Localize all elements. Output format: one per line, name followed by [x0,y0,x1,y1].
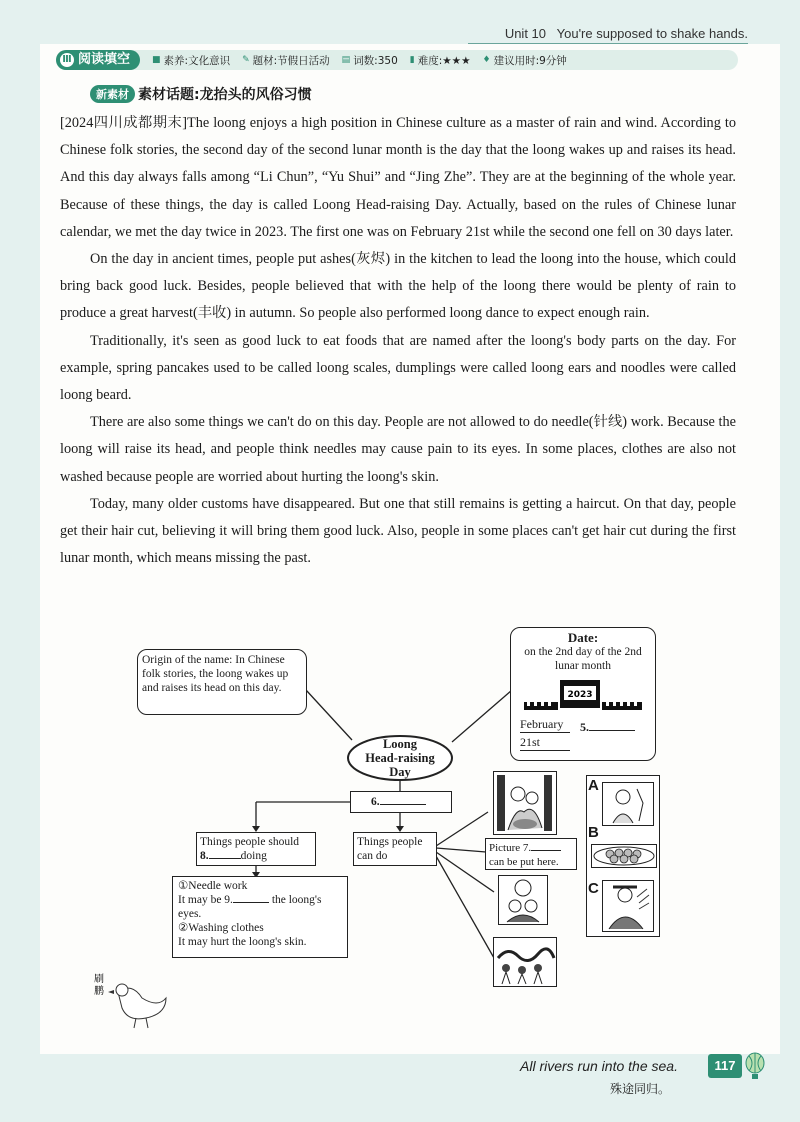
new-material-badge: 新素材 [90,85,135,103]
center-node: Loong Head-raising Day [365,737,435,779]
topic-title: 素材话题:龙抬头的风俗习惯 [138,87,312,103]
blank-5[interactable]: 5. [580,720,635,735]
date-title: Date: [567,630,599,645]
option-b-label: B [588,824,599,841]
things-can-box: Things people can do [353,832,437,866]
pages-icon: ▤ [341,55,351,65]
section-number-icon: Ⅲ [60,53,74,67]
pen-icon: ✎ [242,55,250,65]
option-a-label: A [588,777,599,794]
paragraph-5: Today, many older customs have disappeared. But one that still remains is getting a haircut. On that day, people get their hair cut, believing it will bring them good luck. Also, people in some places can't get hair cut during the first lunar month, which means missing the past. [60,495,736,567]
bars-icon: ▮ [409,55,415,65]
material-tag: ✎ 题材:节假日活动 [242,54,330,67]
option-b-picture [591,844,657,868]
picture-children [498,875,548,925]
dance-figure-icon [494,938,556,986]
paragraph-1: [2024四川成都期末]The loong enjoys a high position in Chinese culture as a master of rain and wind. According to Chinese folk stories, the second day of the second lunar month is the day that the loong wakes up and raises its head. And this day always falls among “Li Chun”, “Yu Shui” and “Jing Zhe”. They are at the beginning of the whole year. Because of these things, the day is called Loong Head-raising Day. Actually, based on the rules of Chinese lunar calendar, we met the day twice in 2023. The first one was on February 21st while the second one fell on 30 days later. [60,115,736,240]
picture-loong-people [493,771,557,835]
picture-loong-dance [493,937,557,987]
time-tag: ♦ 建议用时:9分钟 [482,54,567,67]
bell-icon: ♦ [482,55,491,65]
things-should-box: Things people should 8. doing [196,832,316,866]
origin-box: Origin of the name: In Chinese folk stories, the loong wakes up and raises its head on this day. [137,649,307,715]
svg-text:鹏: 鹏 [94,986,104,997]
blank-6-box[interactable]: 6. [350,791,452,813]
svg-text:刷: 刷 [94,974,104,985]
option-c-picture [602,880,654,932]
footer-motto: All rivers run into the sea. [520,1058,678,1074]
children-figure-icon [499,876,547,924]
paragraph-3: Traditionally, it's seen as good luck to eat foods that are named after the loong's body parts on the day. For example, spring pancakes used to be called loong scales, dumplings were called loong ears and noodles were called loong beard. [60,332,736,404]
option-c-label: C [588,880,599,897]
unit-title: You're supposed to shake hands. [556,26,748,41]
calendar-icon [520,676,650,716]
paragraph-4: There are also some things we can't do on this day. People are not allowed to do needle(针线) work. Because the loong will raise its head, and people think needles may cause pain to its eyes. In some places, clothes are also not washed because people are worried about hurting the loong's skin. [60,414,736,485]
date-february: February 21st [520,717,570,751]
balloon-icon [744,1052,766,1080]
literacy-tag: ■ 素养:文化意识 [152,54,231,67]
unit-number: Unit 10 [504,26,547,41]
farmer-harvest-icon [603,881,653,931]
section-label: Ⅲ 阅读填空 [56,50,140,70]
option-a-picture [602,782,654,826]
difficulty-tag: ▮ 难度:★★★ [409,54,471,67]
duck-cartoon-icon [88,968,178,1032]
picture-7-box[interactable]: Picture 7. can be put here. [485,838,577,870]
dumplings-plate-icon [592,845,656,867]
date-text: on the 2nd day of the 2nd lunar month [524,646,642,672]
footer-motto-cn: 殊途同归。 [610,1082,671,1096]
haircut-figure-icon [603,783,653,825]
people-figure-icon [494,772,556,834]
word-count-tag: ▤ 词数:350 [341,54,398,67]
page-number: 117 [708,1054,742,1078]
svg-text:2023: 2023 [567,690,593,700]
cannot-do-list: ①Needle work It may be 9. the loong's eyes. ②Washing clothes It may hurt the loong's skin. [172,876,348,958]
paragraph-2: On the day in ancient times, people put ashes(灰烬) in the kitchen to lead the loong into the house, which could bring back good luck. Besides, people believed that with the help of the loong there would be plenty of rain to produce a great harvest(丰收) in autumn. So people also performed loong dance to expect enough rain. [60,251,736,322]
book-icon: ■ [152,55,161,65]
